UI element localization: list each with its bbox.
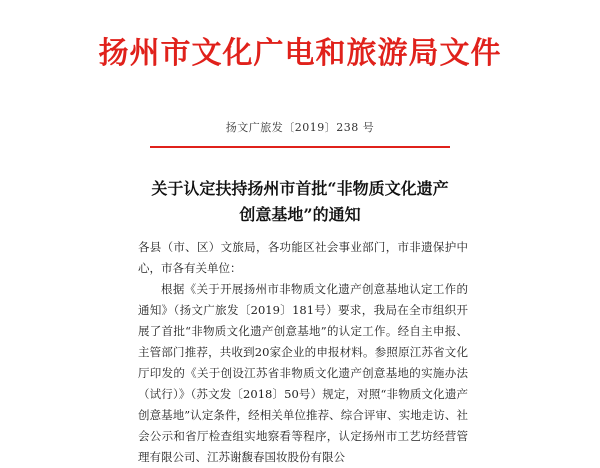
body-paragraph-1: 根据《关于开展扬州市非物质文化遗产创意基地认定工作的通知》（扬文广旅发〔2019〕181号）要求，我局在全市组织开展了首批“非物质文化遗产创意基地”的认定工作。经自主申报、主管部门推荐，共收到20家企业的申报材料。参照原江苏省文化厅印发的《关于创设江苏省非物质文化遗产创意基地的实施办法（试行）》（苏文发〔2018〕50号）规定，对照“非物质文化遗产创意基地”认定条件，经相关单位推荐、综合评审、实地走访、社会公示和省厅检查组实地察看等程序，认定扬州市工艺坊经营管理有限公司、江苏谢馥春国妆股份有限公 [138,282,468,464]
document-number: 扬文广旅发〔2019〕238 号 [225,121,375,134]
notice-title-line-1: 关于认定扶持扬州市首批“非物质文化遗产 [151,179,449,198]
notice-title [130,176,470,228]
salutation: 各县（市、区）文旅局，各功能区社会事业部门，市非遗保护中心，市各有关单位： [138,240,468,275]
notice-title-line-2: 创意基地”的通知 [239,205,361,224]
notice-body [138,237,468,468]
red-divider-line [150,146,450,148]
masthead-title: 扬州市文化广电和旅游局文件 [98,36,502,71]
